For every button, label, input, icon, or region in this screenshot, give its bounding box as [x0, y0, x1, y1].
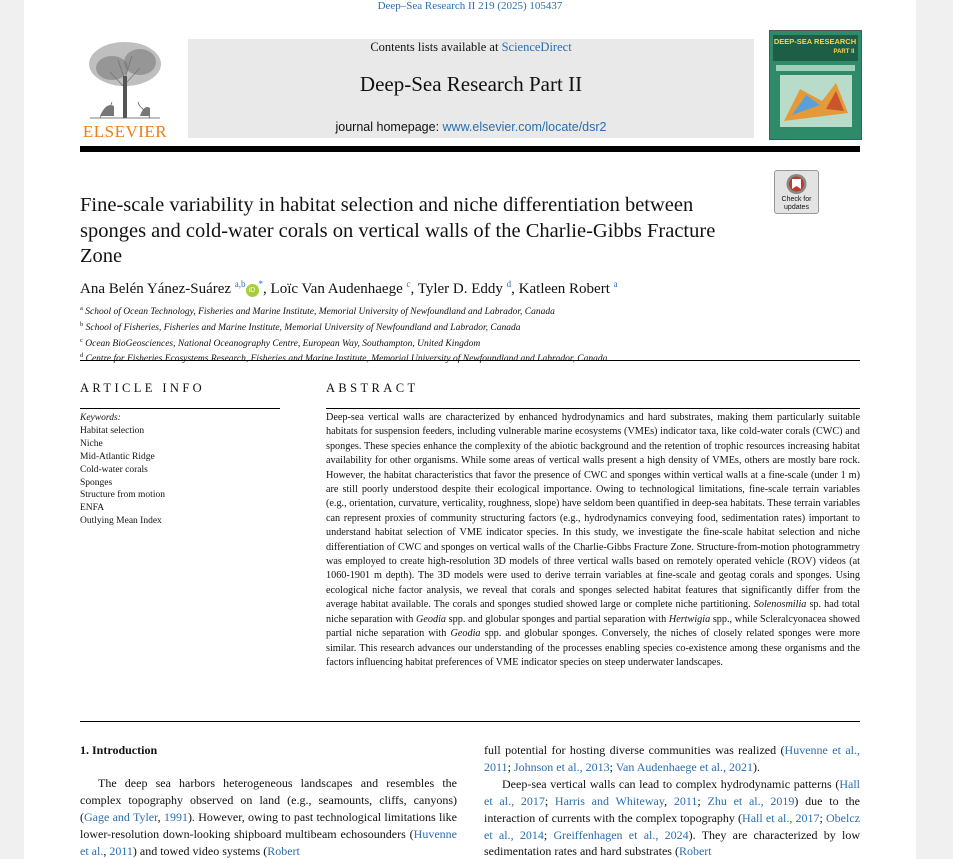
homepage-prefix: journal homepage: — [335, 120, 443, 134]
abstract-segment: sp. had total niche separation with — [326, 599, 860, 625]
reference-link[interactable]: Hall et al., 2017 — [484, 776, 860, 808]
body-text: ; — [507, 759, 514, 774]
abstract-segment: spp., while Scleralcyonacea showed partial niche separation with — [326, 613, 860, 640]
reference-link[interactable]: Van Audenhaege et al., 2021 — [615, 759, 753, 774]
article-info-heading: ARTICLE INFO — [80, 381, 206, 395]
sciencedirect-link[interactable]: ScienceDirect — [501, 40, 572, 54]
author-name[interactable]: Loïc Van Audenhaege — [270, 281, 403, 297]
section-divider — [80, 721, 860, 722]
affiliation-text: School of Ocean Technology, Fisheries and Marine Institute, Memorial University of Newfoundland and Labrador, Canada — [85, 307, 555, 318]
body-text: ) due to the interaction of currents with the complex topography ( — [484, 793, 860, 825]
reference-link[interactable]: Robert — [678, 844, 712, 859]
intro-right-column — [484, 742, 860, 859]
keyword: Habitat selection — [80, 425, 145, 436]
abstract-segment: spp. and globular sponges and partial separation with — [446, 613, 669, 625]
body-text: ). However, owing to past technological limitations like lower-resolution down-looking shipboard multibeam echosounders ( — [80, 809, 457, 841]
keyword: Outlying Mean Index — [80, 516, 162, 527]
body-text: ). They are characterized by low sedimentation rates and hard substrates ( — [484, 827, 860, 859]
keyword: Structure from motion — [80, 490, 165, 501]
reference-link[interactable]: Robert — [267, 843, 300, 858]
keyword: Sponges — [80, 477, 113, 488]
journal-citation[interactable]: Deep–Sea Research II 219 (2025) 105437 — [377, 0, 563, 12]
body-text: ) and towed video systems ( — [132, 843, 268, 858]
author-name[interactable]: Tyler D. Eddy — [417, 281, 503, 297]
affiliation-mark: b — [80, 320, 84, 328]
intro-left-column — [80, 775, 457, 859]
abstract-segment: spp. and globular sponges. Conversely, the niches of closely related sponges were more similar. This research advances our understanding of the processes enabling species co-existence among these organisms and the factors influencing habitat preferences of VME indicator species on steep underwater landscapes. — [326, 628, 861, 668]
check-for-updates-button[interactable] — [774, 170, 819, 214]
reference-link[interactable]: Gage and Tyler — [84, 809, 158, 824]
body-text: ; — [544, 793, 555, 808]
header-rule — [80, 146, 860, 152]
reference-link[interactable]: 2011 — [673, 793, 698, 808]
corresponding-author-mark[interactable]: * — [258, 279, 264, 289]
taxon-name: Hertwigia — [668, 613, 711, 625]
contents-prefix: Contents lists available at — [370, 40, 502, 54]
check-updates-label: Check for updates — [781, 196, 812, 211]
body-text: ). — [753, 759, 760, 774]
reference-link[interactable]: Huvenne et al. — [80, 826, 457, 858]
body-text: , — [103, 843, 110, 858]
article-page — [24, 0, 916, 859]
homepage-line — [188, 120, 754, 134]
abstract-text — [326, 411, 860, 670]
abstract-heading: ABSTRACT — [326, 381, 419, 395]
body-text: The deep sea harbors heterogeneous landscapes and resembles the complex topography observed on land (e.g., seamounts, cliffs, canyons) ( — [80, 776, 457, 824]
affiliation-mark: c — [80, 336, 83, 344]
article-title: Fine-scale variability in habitat selection and niche differentiation between sponges and cold-water corals on vertical walls of the Charlie-Gibbs Fracture Zone — [80, 194, 716, 267]
affiliation-mark: d — [80, 352, 84, 360]
publisher-name: ELSEVIER — [82, 122, 168, 141]
reference-link[interactable]: Huvenne et al., 2011 — [484, 743, 860, 774]
keywords-label: Keywords: — [80, 413, 121, 423]
affiliation — [80, 350, 860, 366]
body-text: ; — [697, 793, 708, 808]
reference-link[interactable]: 1991 — [163, 809, 188, 824]
reference-link[interactable]: Hall et al., 2017 — [742, 810, 820, 825]
cover-title-line2: PART II — [833, 49, 855, 55]
journal-header — [188, 39, 754, 138]
journal-homepage-link[interactable]: www.elsevier.com/locate/dsr2 — [442, 120, 607, 134]
body-text: ; — [609, 759, 616, 774]
elsevier-tree-icon — [80, 38, 170, 122]
journal-title: Deep-Sea Research Part II — [359, 72, 583, 96]
article-info-rule — [80, 408, 280, 409]
author-list: Ana Belén Yánez-Suárez $^{a,b}$iD*, Loïc Van Audenhaege $^c$, Tyler D. Eddy $^d$, Katleen Robert $^a$ — [80, 279, 618, 297]
affiliation-text: Ocean BioGeosciences, National Oceanography Centre, European Way, Southampton, United Kingdom — [85, 338, 481, 349]
reference-link[interactable]: Johnson et al., 2013 — [513, 759, 610, 774]
affiliation-text: School of Fisheries, Fisheries and Marine Institute, Memorial University of Newfoundland and Labrador, Canada — [85, 322, 521, 333]
keyword: Mid-Atlantic Ridge — [80, 451, 155, 462]
keywords-block — [80, 412, 300, 528]
body-text: , — [664, 793, 674, 808]
reference-link[interactable]: Greiffenhagen et al., 2024 — [553, 827, 689, 842]
contents-line — [188, 40, 754, 55]
author-affiliation-mark[interactable]: a — [613, 279, 618, 289]
author-name[interactable]: Ana Belén Yánez-Suárez — [80, 281, 232, 297]
paragraph — [484, 742, 860, 776]
orcid-icon[interactable]: iD — [246, 284, 259, 297]
cover-title-line1: DEEP-SEA RESEARCH — [773, 37, 857, 46]
elsevier-logo[interactable] — [80, 38, 170, 139]
affiliation-mark: a — [80, 305, 83, 312]
author-name[interactable]: Katleen Robert — [518, 281, 610, 297]
body-text: Deep-sea vertical walls can lead to complex hydrodynamic patterns ( — [502, 776, 840, 791]
affiliation — [80, 335, 860, 351]
author-affiliation-mark[interactable]: a,b — [234, 279, 246, 289]
paragraph — [484, 776, 860, 859]
keyword: ENFA — [80, 503, 105, 514]
author-affiliation-mark[interactable]: d — [506, 279, 512, 289]
reference-link[interactable]: Obelcz et al., 2014 — [484, 810, 860, 842]
keyword: Niche — [80, 438, 103, 449]
section-divider — [80, 360, 860, 361]
author-affiliation-mark[interactable]: c — [406, 279, 411, 289]
keyword: Cold-water corals — [80, 464, 148, 475]
abstract-rule — [326, 408, 860, 409]
check-updates-icon — [775, 171, 818, 197]
abstract-segment: Deep-sea vertical walls are characterized by enhanced hydrodynamics and hard substrates, making them particularly suitable habitats for suspension feeders, including vulnerable marine ecosystems (VMEs) indicator taxa, like cold-water corals (CWC) and sponges. These species enhance the complexity of the abiotic background and the retention of trophic resources increasing habitat availability for other organisms. While some areas of vertical walls present a high density of VMEs, others are mostly bare rock. However, the habitat characteristics that favor the presence of CWC and sponges within vertical walls at a fine-scale (under 1 m) are still poorly understood despite their ecological importance. Owing to technological limitations, fine-scale terrain variables (e.g., orientation, curvature, verticality, roughness, slope) have seldom been quantified in deep-sea habitats. These terrain variables can represent proxies of community structuring factors (e.g., hydrodynamics conveying food, sedimentation rates) important to understand habitat selection of VME indicator species. In this study, we investigate the fine-scale habitat selection and niche differentiation of CWC and sponges on vertical walls of the Charlie-Gibbs Fracture Zone. Structure-from-motion photogrammetry was employed to create high-resolution 3D models of three vertical walls based on remotely operated vehicle (ROV) videos (at 1060-1901 m depth). The 3D models were used to derive terrain variables at fine-scale and geotag corals and sponges. Using ecological niche factor analysis, we reveal that corals and sponges selected habitat features that significantly differ from the average habitat available. The corals and sponges studied showed large or complete niche partitioning. — [326, 412, 860, 611]
body-text: ; — [819, 810, 827, 825]
taxon-name: Solenosmilia — [753, 599, 807, 611]
taxon-name: Geodia — [450, 628, 481, 640]
body-text: , — [157, 809, 164, 824]
reference-link[interactable]: 2011 — [109, 843, 133, 858]
affiliation-list — [80, 303, 860, 366]
affiliation — [80, 303, 860, 319]
journal-cover-image[interactable] — [769, 30, 862, 140]
reference-link[interactable]: Zhu et al., 2019 — [707, 793, 795, 808]
body-text: ; — [543, 827, 554, 842]
affiliation — [80, 319, 860, 335]
introduction-heading: 1. Introduction — [80, 743, 158, 757]
reference-link[interactable]: Harris and Whiteway — [554, 793, 665, 808]
body-text: full potential for hosting diverse communities was realized ( — [484, 743, 785, 757]
taxon-name: Geodia — [416, 613, 447, 625]
